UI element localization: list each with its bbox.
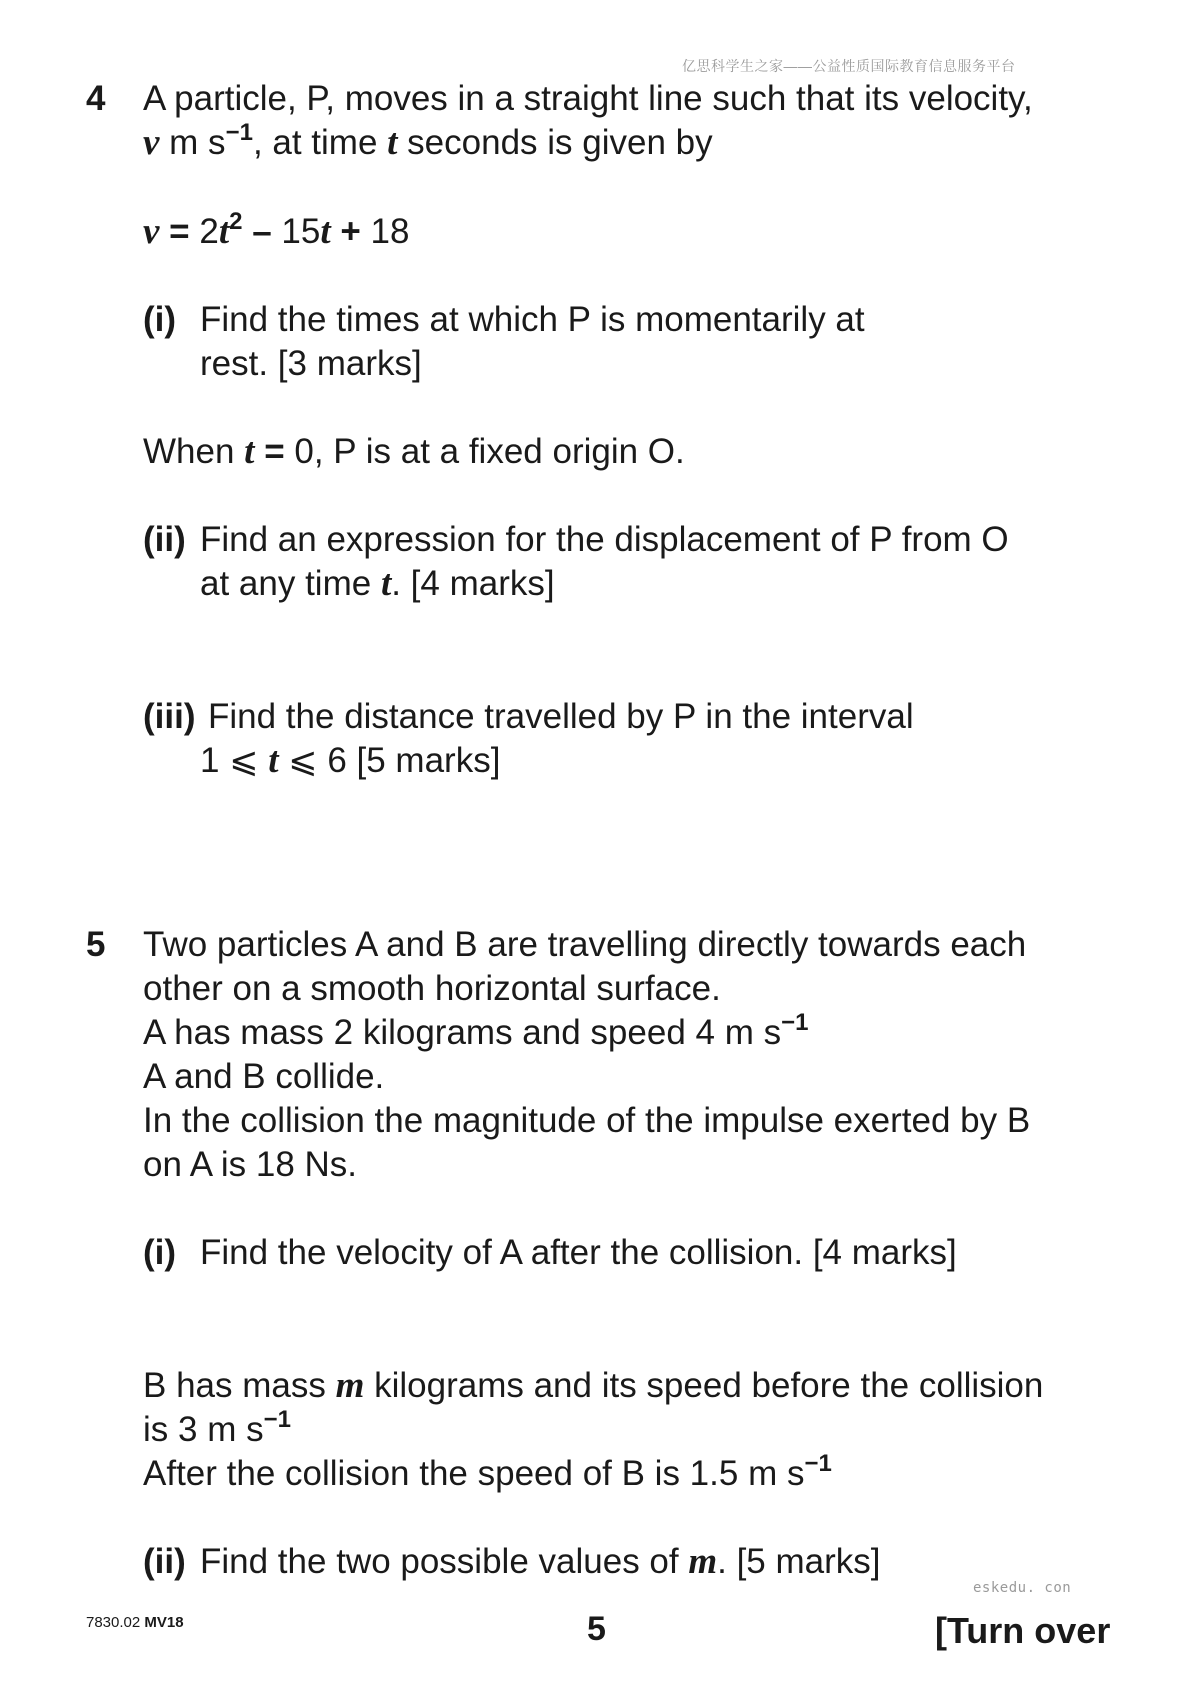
b-line1-post: kilograms and its speed before the collision [374,1366,1044,1405]
q4-part-ii-line1: Find an expression for the displacement of P from O [200,520,1009,559]
q5-b-line1 [143,1364,1043,1408]
q5-b-line2 [143,1408,291,1452]
q4-part-ii-label: (ii) [143,520,186,559]
page-number: 5 [587,1610,606,1648]
eq-var-t2: t [320,211,331,252]
footer-code-number: 7830.02 [86,1614,141,1631]
q4-velocity-equation [143,210,409,254]
q5-b-line3 [143,1452,832,1496]
eq-var-t: t [218,211,230,252]
origin-post: 0, P is at a fixed origin O. [294,432,685,471]
eq-coef-15: 15 [281,212,321,251]
part-ii-pre: at any time [200,564,372,603]
b-line2-exponent: −1 [263,1406,291,1433]
watermark-top: 亿思科学生之家——公益性质国际教育信息服务平台 [682,58,1016,74]
unit-ms: m s [169,123,226,162]
footer-code [86,1614,184,1631]
eq-lhs-v: v [143,211,160,252]
origin-pre: When [143,432,235,471]
eq-const: 18 [370,212,410,251]
part-iii-var-t: t [268,740,279,781]
q5-line3-text: A has mass 2 kilograms and speed 4 m s [143,1013,782,1052]
q4-part-iii-line1: Find the distance travelled by P in the interval [208,697,914,736]
footer-code-bold: MV18 [144,1614,184,1631]
q5-line3-exponent: −1 [781,1009,809,1036]
eq-plus: + [340,212,361,251]
question-5-number: 5 [86,925,106,964]
var-t: t [387,122,398,163]
turn-over-label: [Turn over [935,1610,1111,1651]
q4-stem-end: seconds is given by [407,123,713,162]
q5-line6: on A is 18 Ns. [143,1145,358,1184]
q4-part-iii-label: (iii) [143,697,196,736]
q4-origin-statement [143,430,685,474]
q4-part-i-line2: rest. [3 marks] [200,344,422,383]
q4-stem-line1: A particle, P, moves in a straight line such that its velocity, [143,79,1033,118]
part-ii-pre-text: Find the two possible values of [200,1542,679,1581]
b-line3-exponent: −1 [804,1450,832,1477]
q5-line2: other on a smooth horizontal surface. [143,969,721,1008]
q4-stem-mid: , at time [252,123,378,162]
b-line3-text: After the collision the speed of B is 1.5 m s [143,1454,805,1493]
part-iii-pre: 1 ⩽ [200,741,259,780]
var-v: v [143,122,160,163]
b-line2-text: is 3 m s [143,1410,264,1449]
question-4-number: 4 [86,79,106,118]
eq-equals: = [169,212,190,251]
q4-part-i-label: (i) [143,300,177,339]
part-ii-var-t: t [380,563,392,604]
eq-coef-2: 2 [199,212,219,251]
origin-equals: = [264,432,285,471]
part-ii-post-text: . [5 marks] [717,1542,881,1581]
q4-part-ii-line2 [200,562,555,606]
q5-line5: In the collision the magnitude of the impulse exerted by B [143,1101,1031,1140]
origin-var-t: t [244,431,255,472]
q4-part-iii-line2 [200,739,500,783]
q4-part-i-line1: Find the times at which P is momentarily at [200,300,865,339]
part-iii-post: ⩽ 6 [5 marks] [288,741,501,780]
b-line1-var-m: m [335,1365,365,1406]
watermark-bottom: eskedu. con [973,1580,1072,1596]
q5-part-ii-text [200,1540,881,1584]
eq-exp-2: 2 [229,208,243,235]
eq-minus: – [252,212,272,251]
q5-line3 [143,1011,808,1055]
q5-part-i-text: Find the velocity of A after the collision. [4 marks] [200,1233,957,1272]
q5-part-ii-label: (ii) [143,1542,186,1581]
q5-line1: Two particles A and B are travelling directly towards each [143,925,1027,964]
q5-line4: A and B collide. [143,1057,385,1096]
b-line1-pre: B has mass [143,1366,326,1405]
part-ii-post: . [4 marks] [391,564,555,603]
part-ii-var-m: m [688,1541,718,1582]
q4-stem-line2 [143,121,713,165]
q5-part-i-label: (i) [143,1233,177,1272]
exponent: −1 [225,119,253,146]
